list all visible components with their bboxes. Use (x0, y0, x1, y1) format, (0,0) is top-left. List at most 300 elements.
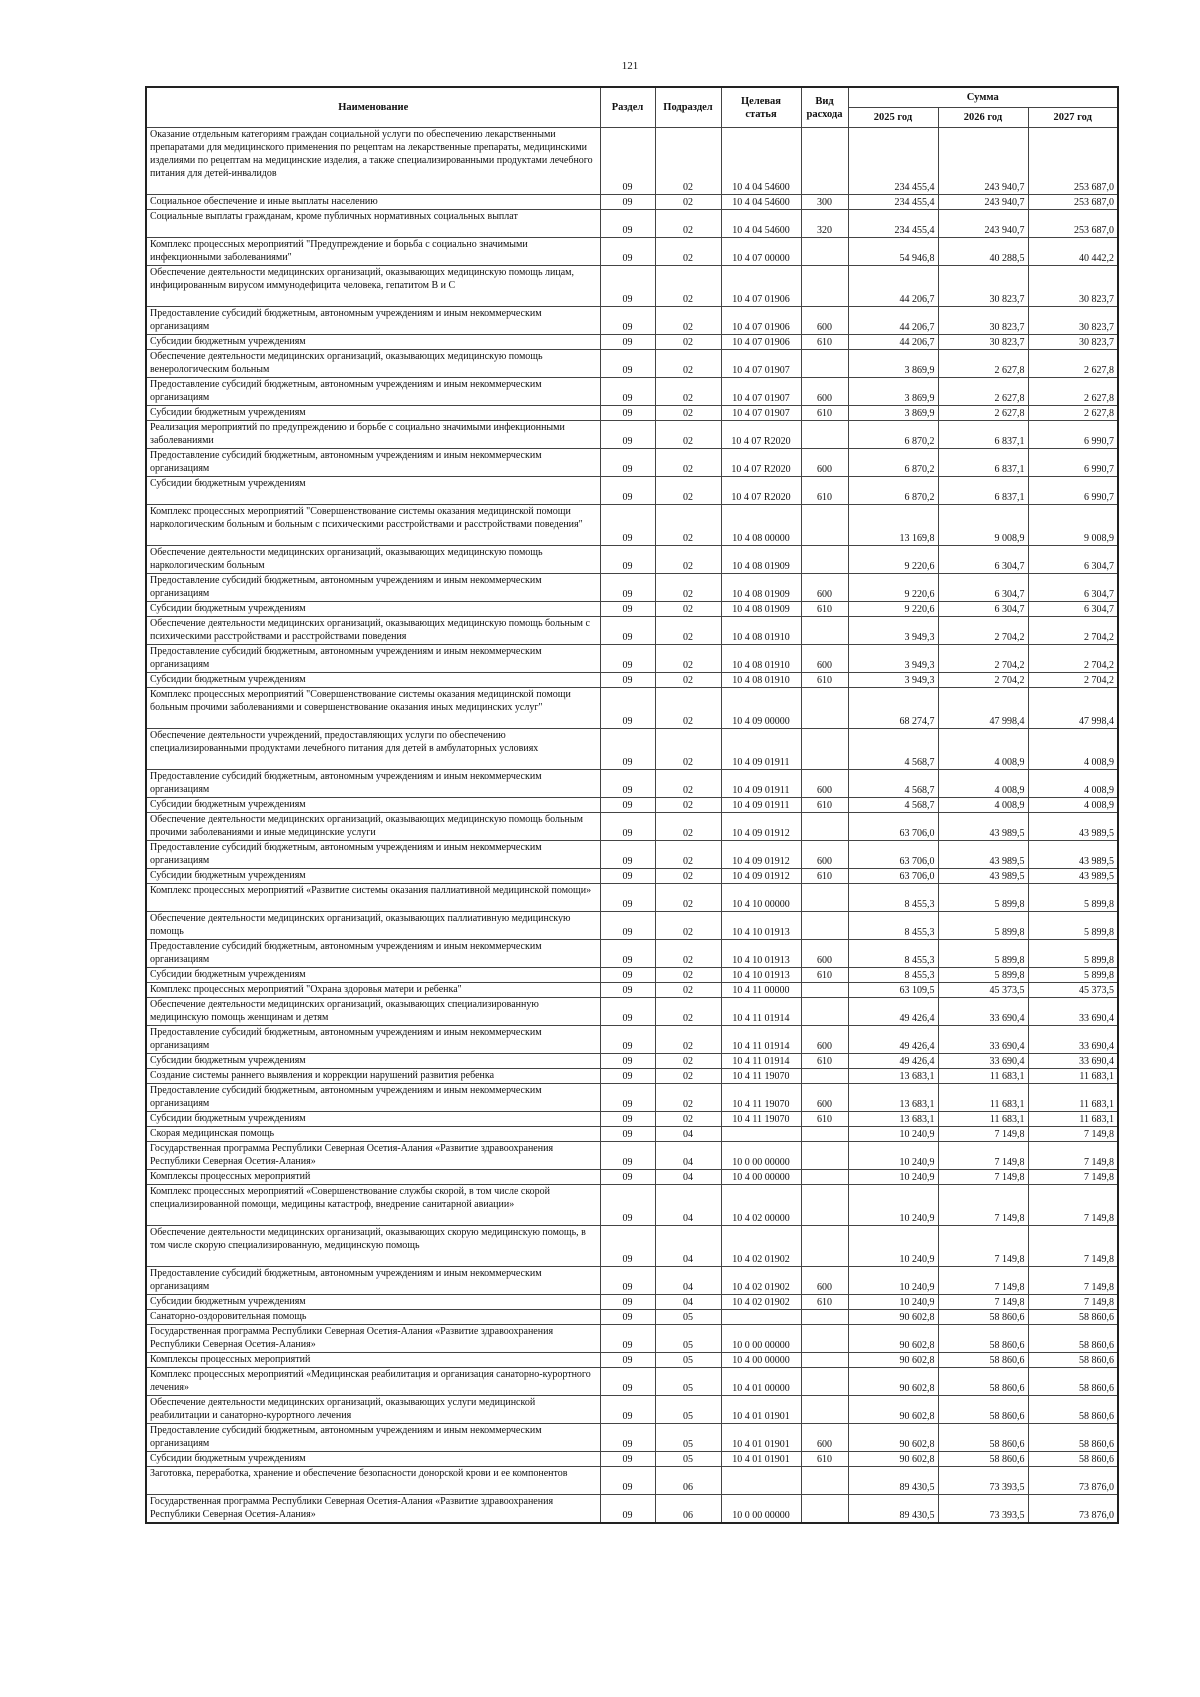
cell-2025: 90 602,8 (848, 1353, 938, 1368)
cell-2027: 73 876,0 (1028, 1495, 1118, 1523)
cell-name: Социальное обеспечение и иные выплаты населению (146, 195, 600, 210)
cell-2025: 8 455,3 (848, 968, 938, 983)
cell-2025: 234 455,4 (848, 128, 938, 195)
cell-name: Обеспечение деятельности медицинских организаций, оказывающих специализированную медицинскую помощь женщинам и детям (146, 998, 600, 1026)
cell-name: Предоставление субсидий бюджетным, автономным учреждениям и иным некоммерческим организациям (146, 449, 600, 477)
cell-2027: 33 690,4 (1028, 1054, 1118, 1069)
cell-target: 10 4 10 01913 (721, 912, 801, 940)
cell-kind (801, 1495, 848, 1523)
table-row (146, 1368, 1118, 1396)
cell-subsection: 02 (655, 210, 721, 238)
cell-kind: 600 (801, 940, 848, 968)
cell-target: 10 4 11 00000 (721, 983, 801, 998)
cell-2026: 6 304,7 (938, 574, 1028, 602)
cell-section: 09 (600, 968, 655, 983)
cell-kind (801, 421, 848, 449)
cell-2026: 6 304,7 (938, 546, 1028, 574)
cell-2026: 243 940,7 (938, 128, 1028, 195)
cell-2027: 7 149,8 (1028, 1226, 1118, 1267)
cell-name: Обеспечение деятельности медицинских организаций, оказывающих скорую медицинскую помощь, в том числе скорую специализированную, медицинскую помощь (146, 1226, 600, 1267)
cell-2025: 90 602,8 (848, 1424, 938, 1452)
cell-kind: 610 (801, 335, 848, 350)
cell-2027: 6 304,7 (1028, 574, 1118, 602)
cell-2025: 10 240,9 (848, 1267, 938, 1295)
cell-2026: 2 627,8 (938, 378, 1028, 406)
cell-2026: 43 989,5 (938, 841, 1028, 869)
cell-name: Предоставление субсидий бюджетным, автономным учреждениям и иным некоммерческим организациям (146, 841, 600, 869)
cell-kind (801, 238, 848, 266)
cell-section: 09 (600, 1026, 655, 1054)
cell-2026: 243 940,7 (938, 195, 1028, 210)
cell-kind (801, 1185, 848, 1226)
cell-subsection: 02 (655, 1069, 721, 1084)
cell-section: 09 (600, 574, 655, 602)
cell-target: 10 4 08 01910 (721, 673, 801, 688)
cell-kind (801, 1127, 848, 1142)
cell-target: 10 4 07 R2020 (721, 477, 801, 505)
cell-2025: 44 206,7 (848, 335, 938, 350)
cell-name: Предоставление субсидий бюджетным, автономным учреждениям и иным некоммерческим организациям (146, 1267, 600, 1295)
cell-target: 10 4 08 01909 (721, 574, 801, 602)
table-row (146, 602, 1118, 617)
table-row (146, 477, 1118, 505)
cell-name: Предоставление субсидий бюджетным, автономным учреждениям и иным некоммерческим организациям (146, 1084, 600, 1112)
cell-section: 09 (600, 998, 655, 1026)
cell-subsection: 02 (655, 602, 721, 617)
cell-kind (801, 1226, 848, 1267)
cell-2026: 2 704,2 (938, 617, 1028, 645)
cell-name: Скорая медицинская помощь (146, 1127, 600, 1142)
cell-target: 10 4 07 01907 (721, 406, 801, 421)
table-row (146, 617, 1118, 645)
cell-2026: 30 823,7 (938, 335, 1028, 350)
cell-name: Субсидии бюджетным учреждениям (146, 1452, 600, 1467)
cell-target: 10 4 10 00000 (721, 884, 801, 912)
cell-subsection: 02 (655, 378, 721, 406)
header-year-2027: 2027 год (1028, 108, 1118, 128)
cell-2027: 253 687,0 (1028, 128, 1118, 195)
cell-kind (801, 998, 848, 1026)
cell-section: 09 (600, 869, 655, 884)
cell-kind (801, 1368, 848, 1396)
cell-2026: 5 899,8 (938, 912, 1028, 940)
table-row (146, 1353, 1118, 1368)
cell-name: Обеспечение деятельности медицинских организаций, оказывающих медицинскую помощь больным прочими заболеваниями и иные медицинские услуги (146, 813, 600, 841)
cell-target: 10 4 07 00000 (721, 238, 801, 266)
cell-target: 10 4 08 01909 (721, 546, 801, 574)
cell-2025: 4 568,7 (848, 798, 938, 813)
table-row (146, 210, 1118, 238)
cell-2025: 90 602,8 (848, 1452, 938, 1467)
table-row (146, 1267, 1118, 1295)
cell-kind (801, 1170, 848, 1185)
cell-subsection: 02 (655, 884, 721, 912)
cell-2025: 89 430,5 (848, 1495, 938, 1523)
cell-2025: 49 426,4 (848, 1026, 938, 1054)
cell-subsection: 06 (655, 1467, 721, 1495)
cell-2026: 7 149,8 (938, 1226, 1028, 1267)
cell-2025: 4 568,7 (848, 770, 938, 798)
cell-2027: 2 704,2 (1028, 617, 1118, 645)
cell-2027: 11 683,1 (1028, 1069, 1118, 1084)
cell-2027: 6 304,7 (1028, 602, 1118, 617)
cell-2025: 8 455,3 (848, 912, 938, 940)
table-row (146, 1396, 1118, 1424)
cell-subsection: 02 (655, 688, 721, 729)
cell-subsection: 05 (655, 1396, 721, 1424)
cell-2025: 44 206,7 (848, 266, 938, 307)
cell-2026: 30 823,7 (938, 307, 1028, 335)
cell-section: 09 (600, 940, 655, 968)
cell-2025: 89 430,5 (848, 1467, 938, 1495)
cell-2025: 13 683,1 (848, 1112, 938, 1127)
cell-target: 10 4 01 00000 (721, 1368, 801, 1396)
cell-2026: 58 860,6 (938, 1353, 1028, 1368)
header-sum: Сумма (848, 87, 1118, 108)
table-row (146, 1069, 1118, 1084)
cell-subsection: 04 (655, 1170, 721, 1185)
cell-kind (801, 128, 848, 195)
cell-target (721, 1467, 801, 1495)
cell-section: 09 (600, 335, 655, 350)
header-kind: Вид расхода (801, 87, 848, 128)
cell-section: 09 (600, 406, 655, 421)
cell-target: 10 4 09 01911 (721, 770, 801, 798)
cell-2026: 58 860,6 (938, 1310, 1028, 1325)
cell-2027: 7 149,8 (1028, 1170, 1118, 1185)
cell-target: 10 4 11 19070 (721, 1084, 801, 1112)
page-number: 121 (621, 60, 639, 72)
cell-2025: 13 683,1 (848, 1084, 938, 1112)
cell-2027: 30 823,7 (1028, 266, 1118, 307)
cell-subsection: 04 (655, 1226, 721, 1267)
cell-2025: 49 426,4 (848, 1054, 938, 1069)
cell-2026: 7 149,8 (938, 1267, 1028, 1295)
cell-target: 10 4 07 01906 (721, 266, 801, 307)
cell-section: 09 (600, 1353, 655, 1368)
cell-subsection: 02 (655, 983, 721, 998)
cell-name: Государственная программа Республики Северная Осетия-Алания «Развитие здравоохранения Республики Северная Осетия-Алания» (146, 1495, 600, 1523)
cell-target: 10 4 07 01907 (721, 378, 801, 406)
cell-subsection: 02 (655, 770, 721, 798)
cell-2027: 58 860,6 (1028, 1325, 1118, 1353)
cell-name: Субсидии бюджетным учреждениям (146, 335, 600, 350)
table-row (146, 1295, 1118, 1310)
cell-2026: 45 373,5 (938, 983, 1028, 998)
table-header (146, 87, 1118, 128)
cell-section: 09 (600, 1127, 655, 1142)
cell-subsection: 02 (655, 1026, 721, 1054)
header-section: Раздел (600, 87, 655, 128)
cell-name: Субсидии бюджетным учреждениям (146, 869, 600, 884)
cell-2026: 6 837,1 (938, 477, 1028, 505)
cell-section: 09 (600, 1396, 655, 1424)
cell-subsection: 02 (655, 505, 721, 546)
cell-subsection: 02 (655, 421, 721, 449)
cell-target: 10 4 09 00000 (721, 688, 801, 729)
cell-2026: 73 393,5 (938, 1467, 1028, 1495)
cell-subsection: 04 (655, 1142, 721, 1170)
cell-target: 10 4 08 01909 (721, 602, 801, 617)
table-row (146, 1127, 1118, 1142)
cell-2027: 58 860,6 (1028, 1396, 1118, 1424)
cell-name: Предоставление субсидий бюджетным, автономным учреждениям и иным некоммерческим организациям (146, 645, 600, 673)
cell-2025: 8 455,3 (848, 940, 938, 968)
cell-2027: 6 990,7 (1028, 449, 1118, 477)
cell-name: Создание системы раннего выявления и коррекции нарушений развития ребенка (146, 1069, 600, 1084)
cell-kind: 610 (801, 1295, 848, 1310)
cell-2026: 33 690,4 (938, 1026, 1028, 1054)
cell-kind (801, 912, 848, 940)
cell-2026: 58 860,6 (938, 1368, 1028, 1396)
cell-2027: 4 008,9 (1028, 798, 1118, 813)
cell-kind (801, 266, 848, 307)
table-row (146, 1226, 1118, 1267)
cell-2026: 73 393,5 (938, 1495, 1028, 1523)
cell-name: Обеспечение деятельности учреждений, предоставляющих услуги по обеспечению специализированными продуктами лечебного питания для детей в амбулаторных условиях (146, 729, 600, 770)
cell-kind: 300 (801, 195, 848, 210)
table-row (146, 1054, 1118, 1069)
cell-subsection: 02 (655, 477, 721, 505)
cell-target: 10 4 07 01906 (721, 335, 801, 350)
cell-kind: 600 (801, 1424, 848, 1452)
cell-2026: 40 288,5 (938, 238, 1028, 266)
table-row (146, 983, 1118, 998)
cell-subsection: 02 (655, 673, 721, 688)
cell-subsection: 02 (655, 645, 721, 673)
cell-name: Комплекс процессных мероприятий "Совершенствование системы оказания медицинской помощи наркологическим больным и больным с психическими расстройствами и расстройствами поведения" (146, 505, 600, 546)
cell-subsection: 02 (655, 968, 721, 983)
cell-name: Оказание отдельным категориям граждан социальной услуги по обеспечению лекарственными препаратами для медицинского применения по рецептам на лекарственные препараты, медицинскими изделиями по рецептам на медицинские изделия, а также специализированными продуктами лечебного питания для детей-инвалидов (146, 128, 600, 195)
cell-target: 10 4 10 01913 (721, 968, 801, 983)
cell-2025: 234 455,4 (848, 210, 938, 238)
cell-subsection: 05 (655, 1452, 721, 1467)
header-year-2025: 2025 год (848, 108, 938, 128)
cell-2025: 6 870,2 (848, 477, 938, 505)
cell-section: 09 (600, 307, 655, 335)
table-row (146, 869, 1118, 884)
cell-2026: 2 627,8 (938, 406, 1028, 421)
table-row (146, 421, 1118, 449)
table-row (146, 574, 1118, 602)
cell-section: 09 (600, 421, 655, 449)
cell-section: 09 (600, 128, 655, 195)
cell-name: Комплекс процессных мероприятий «Развитие системы оказания паллиативной медицинской помощи» (146, 884, 600, 912)
table-row (146, 884, 1118, 912)
cell-2025: 6 870,2 (848, 421, 938, 449)
table-row (146, 1170, 1118, 1185)
cell-2027: 6 304,7 (1028, 546, 1118, 574)
cell-section: 09 (600, 729, 655, 770)
cell-2027: 40 442,2 (1028, 238, 1118, 266)
cell-kind (801, 1310, 848, 1325)
cell-name: Предоставление субсидий бюджетным, автономным учреждениям и иным некоммерческим организациям (146, 1026, 600, 1054)
cell-subsection: 04 (655, 1185, 721, 1226)
cell-target: 10 4 04 54600 (721, 210, 801, 238)
cell-kind (801, 1325, 848, 1353)
cell-2026: 4 008,9 (938, 770, 1028, 798)
cell-kind (801, 1142, 848, 1170)
cell-kind: 600 (801, 841, 848, 869)
cell-2026: 2 704,2 (938, 673, 1028, 688)
cell-2026: 6 837,1 (938, 421, 1028, 449)
cell-target: 10 4 04 54600 (721, 128, 801, 195)
cell-target: 10 4 09 01912 (721, 841, 801, 869)
cell-section: 09 (600, 1325, 655, 1353)
cell-name: Субсидии бюджетным учреждениям (146, 1054, 600, 1069)
cell-2025: 68 274,7 (848, 688, 938, 729)
cell-2025: 10 240,9 (848, 1142, 938, 1170)
cell-subsection: 04 (655, 1295, 721, 1310)
cell-2025: 90 602,8 (848, 1396, 938, 1424)
cell-section: 09 (600, 602, 655, 617)
cell-subsection: 04 (655, 1127, 721, 1142)
cell-subsection: 02 (655, 350, 721, 378)
cell-name: Обеспечение деятельности медицинских организаций, оказывающих медицинскую помощь лицам, инфицированным вирусом иммунодефицита человека, гепатитом В и С (146, 266, 600, 307)
cell-section: 09 (600, 1267, 655, 1295)
cell-target: 10 4 00 00000 (721, 1170, 801, 1185)
cell-target: 10 4 09 01911 (721, 729, 801, 770)
table-row (146, 940, 1118, 968)
cell-section: 09 (600, 505, 655, 546)
cell-2026: 58 860,6 (938, 1396, 1028, 1424)
table-row (146, 729, 1118, 770)
cell-2026: 5 899,8 (938, 884, 1028, 912)
cell-kind (801, 729, 848, 770)
cell-kind: 610 (801, 798, 848, 813)
cell-2026: 43 989,5 (938, 813, 1028, 841)
cell-2025: 63 706,0 (848, 869, 938, 884)
cell-name: Предоставление субсидий бюджетным, автономным учреждениям и иным некоммерческим организациям (146, 770, 600, 798)
cell-2025: 3 869,9 (848, 350, 938, 378)
cell-2026: 47 998,4 (938, 688, 1028, 729)
cell-section: 09 (600, 1495, 655, 1523)
cell-2027: 6 990,7 (1028, 421, 1118, 449)
cell-kind: 600 (801, 1267, 848, 1295)
cell-2025: 3 949,3 (848, 645, 938, 673)
cell-section: 09 (600, 1368, 655, 1396)
cell-2027: 7 149,8 (1028, 1267, 1118, 1295)
cell-2026: 7 149,8 (938, 1142, 1028, 1170)
cell-2027: 45 373,5 (1028, 983, 1118, 998)
cell-2027: 43 989,5 (1028, 841, 1118, 869)
cell-section: 09 (600, 983, 655, 998)
cell-2026: 6 304,7 (938, 602, 1028, 617)
cell-2027: 4 008,9 (1028, 770, 1118, 798)
cell-2026: 7 149,8 (938, 1295, 1028, 1310)
cell-section: 09 (600, 617, 655, 645)
table-row (146, 1452, 1118, 1467)
cell-2025: 3 949,3 (848, 673, 938, 688)
cell-kind: 610 (801, 1112, 848, 1127)
cell-2025: 234 455,4 (848, 195, 938, 210)
cell-subsection: 02 (655, 406, 721, 421)
cell-name: Обеспечение деятельности медицинских организаций, оказывающих медицинскую помощь венерологическим больным (146, 350, 600, 378)
cell-target: 10 4 07 R2020 (721, 449, 801, 477)
cell-section: 09 (600, 798, 655, 813)
table-row (146, 813, 1118, 841)
cell-target: 10 4 04 54600 (721, 195, 801, 210)
cell-2026: 33 690,4 (938, 1054, 1028, 1069)
table-body (146, 128, 1118, 1523)
cell-section: 09 (600, 1054, 655, 1069)
cell-2027: 5 899,8 (1028, 940, 1118, 968)
cell-target: 10 4 07 R2020 (721, 421, 801, 449)
cell-subsection: 02 (655, 266, 721, 307)
cell-2027: 2 627,8 (1028, 350, 1118, 378)
cell-2026: 7 149,8 (938, 1185, 1028, 1226)
cell-section: 09 (600, 210, 655, 238)
table-row (146, 968, 1118, 983)
cell-subsection: 04 (655, 1267, 721, 1295)
cell-2026: 11 683,1 (938, 1069, 1028, 1084)
cell-subsection: 05 (655, 1353, 721, 1368)
cell-name: Государственная программа Республики Северная Осетия-Алания «Развитие здравоохранения Республики Северная Осетия-Алания» (146, 1325, 600, 1353)
cell-2027: 6 990,7 (1028, 477, 1118, 505)
cell-section: 09 (600, 884, 655, 912)
table-row (146, 841, 1118, 869)
cell-2025: 10 240,9 (848, 1170, 938, 1185)
cell-2027: 7 149,8 (1028, 1185, 1118, 1226)
cell-kind: 600 (801, 574, 848, 602)
cell-section: 09 (600, 266, 655, 307)
cell-subsection: 02 (655, 335, 721, 350)
cell-target: 10 0 00 00000 (721, 1495, 801, 1523)
table-row (146, 1185, 1118, 1226)
cell-2026: 7 149,8 (938, 1170, 1028, 1185)
cell-2025: 63 706,0 (848, 813, 938, 841)
cell-section: 09 (600, 1069, 655, 1084)
cell-2027: 30 823,7 (1028, 307, 1118, 335)
cell-target: 10 4 02 01902 (721, 1226, 801, 1267)
cell-subsection: 02 (655, 998, 721, 1026)
cell-2027: 11 683,1 (1028, 1084, 1118, 1112)
cell-subsection: 02 (655, 617, 721, 645)
cell-kind (801, 813, 848, 841)
cell-subsection: 02 (655, 798, 721, 813)
cell-section: 09 (600, 673, 655, 688)
cell-name: Обеспечение деятельности медицинских организаций, оказывающих услуги медицинской реабилитации и санаторно-курортного лечения (146, 1396, 600, 1424)
cell-target (721, 1127, 801, 1142)
cell-2025: 8 455,3 (848, 884, 938, 912)
cell-kind: 600 (801, 449, 848, 477)
table-row (146, 335, 1118, 350)
cell-target: 10 4 08 01910 (721, 645, 801, 673)
cell-subsection: 02 (655, 546, 721, 574)
cell-2026: 2 627,8 (938, 350, 1028, 378)
table-row (146, 998, 1118, 1026)
cell-2027: 7 149,8 (1028, 1127, 1118, 1142)
cell-2027: 58 860,6 (1028, 1368, 1118, 1396)
table-row (146, 1026, 1118, 1054)
cell-2026: 33 690,4 (938, 998, 1028, 1026)
cell-section: 09 (600, 770, 655, 798)
table-row (146, 1112, 1118, 1127)
cell-2026: 2 704,2 (938, 645, 1028, 673)
cell-kind (801, 1069, 848, 1084)
cell-2025: 4 568,7 (848, 729, 938, 770)
cell-target: 10 0 00 00000 (721, 1325, 801, 1353)
cell-2026: 11 683,1 (938, 1112, 1028, 1127)
table-row (146, 1495, 1118, 1523)
cell-section: 09 (600, 1084, 655, 1112)
cell-name: Комплексы процессных мероприятий (146, 1170, 600, 1185)
header-year-2026: 2026 год (938, 108, 1028, 128)
cell-name: Комплексы процессных мероприятий (146, 1353, 600, 1368)
cell-kind: 610 (801, 477, 848, 505)
cell-2026: 6 837,1 (938, 449, 1028, 477)
cell-2025: 10 240,9 (848, 1127, 938, 1142)
